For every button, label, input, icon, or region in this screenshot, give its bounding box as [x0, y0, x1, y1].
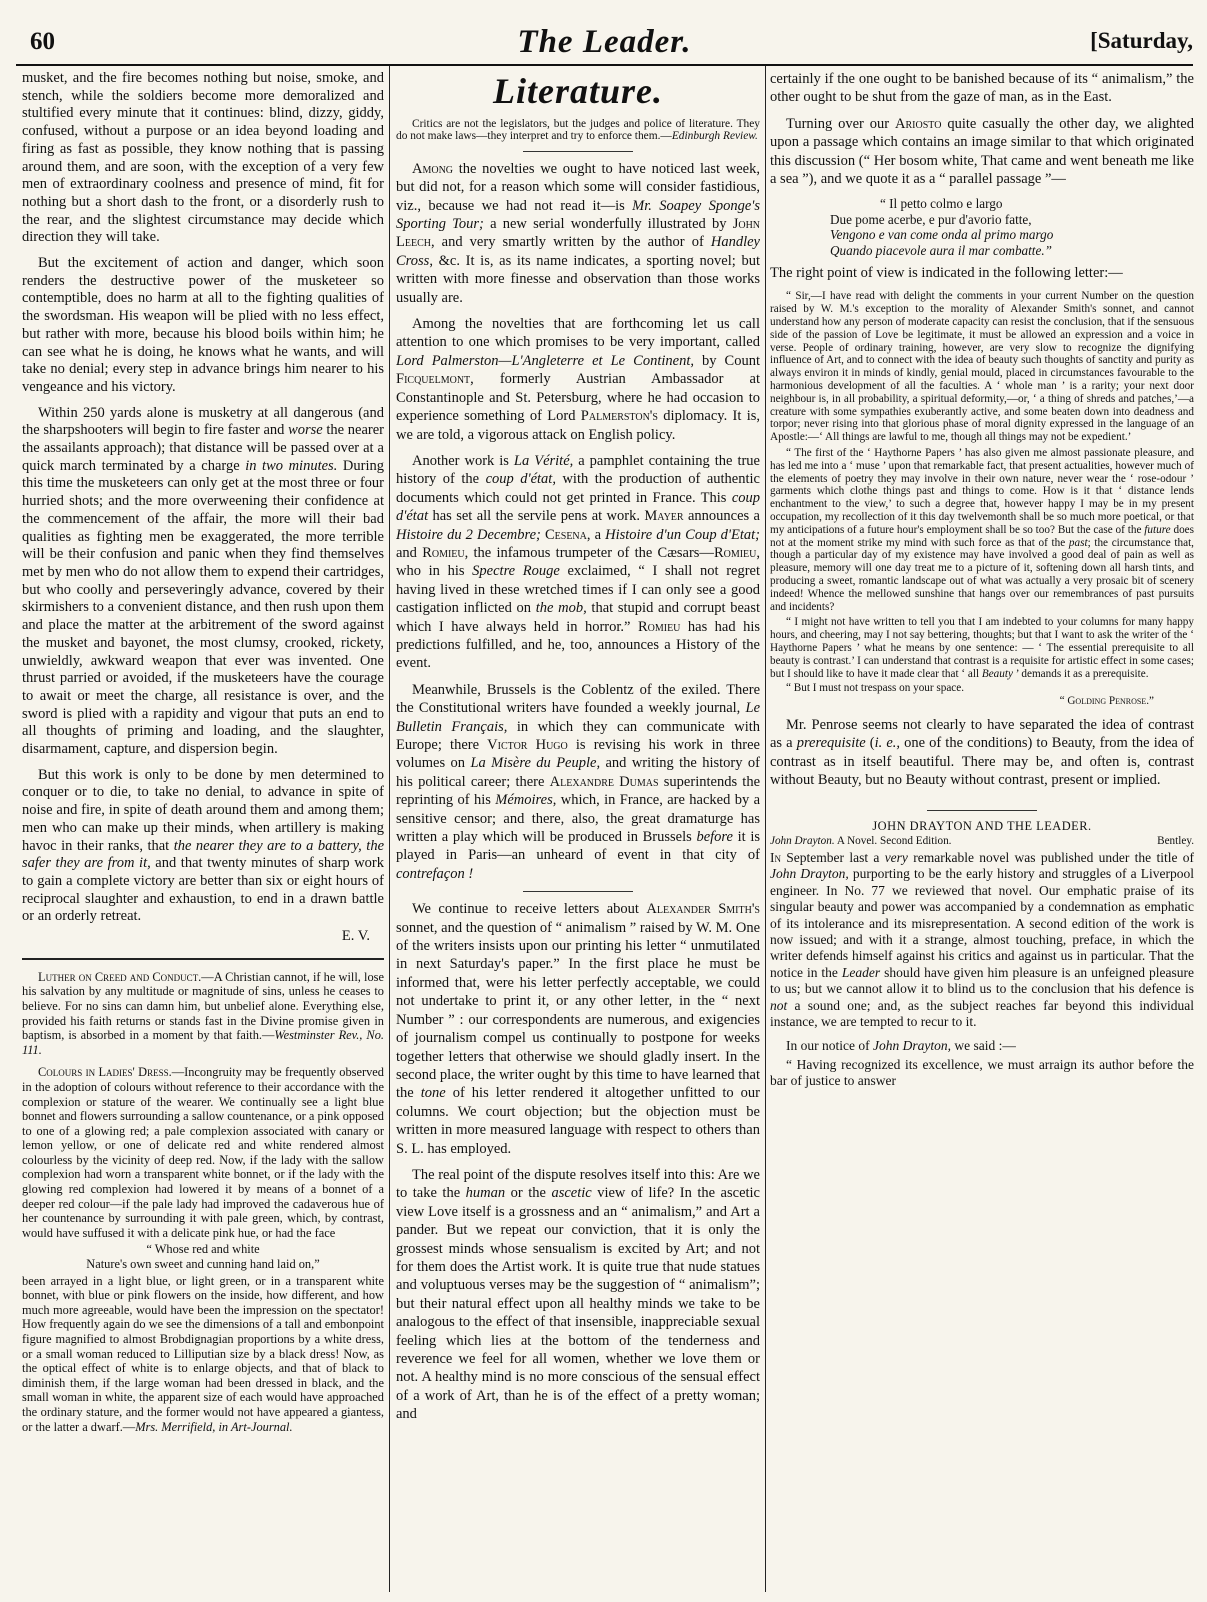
book-citation: John Drayton. A Novel. Second Edition. Bentley. [770, 835, 1194, 848]
verse-line: Quando piacevole aura il mar combatte.” [830, 242, 1052, 258]
page-number: 60 [30, 28, 55, 55]
paragraph: Mr. Penrose seems not clearly to have separated the idea of contrast as a prerequisite (i. e., one of the conditions) to Beauty, from the idea of contrast as in itself beautiful. There may be, and often is, contrast without Beauty, but no Beauty without contrast, present or implied. [770, 716, 1194, 789]
letter-paragraph: “ The first of the ‘ Haythorne Papers ’ has also given me almost passionate pleasure, and has led me into a ‘ muse ’ upon that remarkable fact, that present actualities, however much of the elements of poetry they may involve in their own nature, never wear the ‘ rose-odour ’ garments which clothe things past and things to come. How is it that ‘ distance lends enchantment to the view,’ to such a degree that, however happy I may be in my present occupation, my recollection of it this day twelvemonth shall be so much more poetical, or that my anticipations of a future hour's employment shall be so too? But the case of the future does not at the moment strike my mind with such force as that of the past; the circumstance that, though a particular day of my existence may have involved a good deal of pain as well as pleasure, memory will one day treat me to a picture of it, softening down all harsh tints, and producing a sweet, romantic landscape out of what was actually a very prosaic bit of scenery indeed! Whence the mellowed sunshine that hangs over our remembrances of past pursuits and incidents? [770, 447, 1194, 613]
letter-paragraph: “ Sir,—I have read with delight the comments in your current Number on the question raised by W. M.'s exception to the morality of Alexander Smith's sonnet, and cannot understand how any person of moderate capacity can resist the conclusion, that if the sensuous side of the passion of Love be legitimate, it must be allowed an expression and a voice in verse. People of ordinary training, however, are very slow to recognize the dignifying influence of Art, and to connect with the idea of beauty such thoughts of sanctity and purity as always environ it in minds of kindly, genial mould, placed in circumstances favourable to the harmonious development of all the faculties. A ‘ whole man ’ is a rarity; your next door neighbour is, in all probability, a spiritual deformity,—or, ‘ a thing of shreds and patches,’—a creature with some sympathies exuberantly active, and some beaten down into deadness and torpor; never rising into that glorious phase of moral dignity expressed in the language of an Apostle:—‘ All things are lawful to me, though all things may not be expedient.’ [770, 290, 1194, 444]
verse-line: Vengono e van come onda al primo margo [830, 227, 1054, 243]
paragraph: Luther on Creed and Conduct.—A Christian cannot, if he will, lose his salvation by any multitude or magnitude of sins, unless he ceases to believe. For no sins can damn him, but unbelief alone. Everything else, provided his faith returns or stands fast in the Divine promise given in baptism, is absorbed in a moment by that faith.—Westminster Rev., No. 111. [22, 969, 384, 1057]
paragraph: “ Having recognized its excellence, we must arraign its author before the bar of justice to answer [770, 1056, 1194, 1089]
verse-line: “ Whose red and white [146, 1242, 260, 1257]
letter-paragraph: “ I might not have written to tell you that I am indebted to your columns for many happy hours, and cheering, may I not say bettering, thoughts; but that I want to ask the writer of the ‘ Haythorne Papers ’ what he means by one sentence: — ‘ The essential prerequisite to all beauty is contrast.’ I can understand that contrast is a requisite for artistic effect in some cases; but I should like to have it made clear that ‘ all Beauty ’ demands it as a prerequisite. [770, 616, 1194, 680]
author-signature: E. V. [341, 928, 370, 945]
paragraph: musket, and the fire becomes nothing but noise, smoke, and stench, while the soldiers become more demoralized and stultified every minute that it continues: blind, dizzy, giddy, confused, without a purpose or an idea beyond loading and firing as fast as possible, they know nothing that is passing around them, and are soon, with the exception of a very few men of extraordinary coolness and presence of mind, fit for nothing but a short dash to the front, or a disorderly rush to the rear, and the slightest circumstance may decide which direction they will take. [22, 70, 384, 246]
divider [523, 891, 633, 892]
page-header [16, 24, 1193, 66]
paragraph: We continue to receive letters about Alexander Smith's sonnet, and the question of “ animalism ” raised by W. M. One of the writers insists upon our printing his letter “ unmutilated in next Saturday's paper.” In the first place he must be informed that, were his letter perfectly acceptable, we could not undertake to print it, or any other letter, in the “ next Number ” : our correspondents are numerous, and exigencies of journalism compel us continually to postpone for weeks together letters that otherwise we should gladly insert. In the second place, the writer ought by this time to have learned that the tone of his letter rendered it altogether unfitted to our columns. We court objection; but the objection must be written in more measured language with respect to others than S. L. has employed. [396, 901, 760, 1157]
paragraph: The right point of view is indicated in the following letter:— [770, 265, 1123, 282]
paragraph: Colours in Ladies' Dress.—Incongruity may be frequently observed in the adoption of colours without reference to their accordance with the complexion or stature of the wearer. We continually see a light blue bonnet and flowers surrounding a sallow countenance, or a pink opposed to one of a glowing red; a pale complexion associated with canary or lemon yellow, or one of delicate red and white rendered almost colourless by the vicinity of deep red. Now, if the lady with the sallow complexion had worn a transparent white bonnet, or if the lady with the glowing red complexion had lowered it by means of a bonnet of a deeper red colour—if the pale lady had improved the cadaverous hue of her countenance by surrounding it with pale green, which, by contrast, would have suffused it with a delicate pink hue, or had the face [22, 1065, 384, 1240]
verse-line: Due pome acerbe, e pur d'avorio fatte, [830, 211, 1032, 227]
paragraph: certainly if the one ought to be banished because of its “ animalism,” the other ought to be shut from the gaze of man, as in the East. [770, 71, 1194, 106]
paragraph: In September last a very remarkable novel was published under the title of John Drayton, purporting to be the early history and struggles of a Liverpool engineer. In No. 77 we reviewed that novel. Our emphatic praise of its singular beauty and power was accompanied by a condemnation as emphatic of its intolerance and its misrepresentation. A second edition of the work is now issued; and with it a strange, almost touching, preface, in which the writer defends himself against his critics and against us in particular. That the notice in the Leader should have given him pleasure is an unfeigned pleasure to us; but we cannot allow it to blind us to the conclusion that his defence is not a sound one; and, as the subject reaches far beyond this individual instance, we are tempted to recur to it. [770, 849, 1194, 1030]
column-right [770, 70, 1194, 1592]
column-rule [765, 66, 766, 1592]
paragraph: The real point of the dispute resolves itself into this: Are we to take the human or the ascetic view of life? In the ascetic view Love itself is a grossness and an “ animalism,” and Art a pander. But we repeat our conviction, that it is only the grossest minds whose sensualism is excited by Art; and not for them does the Artist work. It is quite true that nude statues and voluptuous verses may be the suggestion of “ animalism”; but their natural effect upon all healthy minds we take to be analogous to the effect of that insensible, inappreciable sexual feeling which lies at the bottom of the tenderness and reverence we feel for all women, whether we love them or not. A healthy mind is no more conscious of the sensual effect of a work of Art, than he is of the effect of a pretty woman; and [396, 1166, 760, 1423]
paragraph: Turning over our Ariosto quite casually the other day, we alighted upon a passage which contains an image similar to that which originated this discussion (“ Her bosom white, That came and went beneath me like a sea ”), and we quote it as a “ parallel passage ”— [770, 115, 1194, 188]
paragraph: In our notice of John Drayton, we said :— [786, 1038, 1016, 1054]
verse-line: “ Il petto colmo e largo [880, 196, 1003, 212]
epigraph: Critics are not the legislators, but the judges and police of literature. They do not make laws—they interpret and try to enforce them.—Edinburgh Review. [396, 118, 760, 143]
column-left [22, 70, 384, 1592]
paragraph: Among the novelties we ought to have noticed last week, but did not, for a reason which some will consider fastidious, viz., because we had not read it—is Mr. Soapey Sponge's Sporting Tour; a new serial wonderfully illustrated by John Leech, and very smartly written by the author of Handley Cross, &c. It is, as its name indicates, a sporting novel; but written with more finesse and observation than those works usually are. [396, 160, 760, 306]
paragraph: Meanwhile, Brussels is the Coblentz of the exiled. There the Constitutional writers have founded a weekly journal, Le Bulletin Français, in which they can communicate with Europe; there Victor Hugo is revising his work in three volumes on La Misère du Peuple, and writing the history of his political career; there Alexandre Dumas superintends the reprinting of his Mémoires, which, in France, are hacked by a sensitive censor; and there, also, the great dramaturge has written a play which will be produced in Brussels before it is played in Paris—an unheard of event in that city of contrefaçon ! [396, 681, 760, 882]
masthead-title: The Leader. [517, 24, 692, 60]
paragraph: Within 250 yards alone is musketry at all dangerous (and the sharpshooters will begin to fire faster and worse the nearer the assailants approach); that distance will be passed over at a quick march terminated by a charge in two minutes. During this time the musketeers can only get at the most three or four hurried shots; and the more overweening their confidence at the commencement of the affair, the more will their bad qualities as fighting men be exaggerated, the more terrible will be their confusion and panic when they find themselves met by men who do not allow them to expend their cartridges, but who coolly and perseveringly advance, covered by their skirmishers to a convenient distance, and then rush upon them and place the matter at the arbitrement of the sword against the musket and bayonet, the most clumsy, crooked, rickety, unwieldly, awkward weapon that ever was invented. One thrust parried or avoided, if the musketeers have the courage to await or meet the charge, all resistance is over, and the sword is plied with a rapidity and vigour that puts an end to all thoughts of priming and loading, and the slaughter, disarmament, capture, and dispersion begin. [22, 404, 384, 758]
divider [22, 958, 384, 960]
letter-signature: “ Golding Penrose.” [1059, 695, 1154, 708]
divider [523, 151, 633, 152]
verse-line: Nature's own sweet and cunning hand laid on,” [86, 1257, 320, 1272]
article-heading: JOHN DRAYTON AND THE LEADER. [872, 818, 1092, 833]
divider [927, 810, 1037, 811]
paragraph: Among the novelties that are forthcoming let us call attention to one which promises to be very important, called Lord Palmerston—L'Angleterre et Le Continent, by Count Ficquelmont, formerly Austrian Ambassador at Constantinople and St. Petersburg, where he had occasion to experience something of Lord Palmerston's diplomacy. It is, we are told, a vigorous attack on English policy. [396, 316, 760, 443]
column-rule [389, 66, 390, 1592]
section-title: Literature. [493, 71, 663, 111]
column-middle [396, 70, 760, 1592]
header-day: [Saturday, [1090, 28, 1193, 53]
paragraph: Another work is La Vérité, a pamphlet containing the true history of the coup d'état, with the production of authentic documents which could not get printed in France. This coup d'état has set all the servile pens at work. Mayer announces a Histoire du 2 Decembre; Cesena, a Histoire d'un Coup d'Etat; and Romieu, the infamous trumpeter of the Cæsars—Romieu, who in his Spectre Rouge exclaimed, “ I shall not regret having lived in these wretched times if I can only see a good castigation inflicted on the mob, that stupid and corrupt beast which I have always held in horror.” Romieu has had his predictions fulfilled, and he, too, announces a History of the event. [396, 452, 760, 672]
letter-paragraph: “ But I must not trespass on your space. [786, 682, 965, 695]
paragraph: But the excitement of action and danger, which soon renders the destructive power of the musketeer so contemptible, does no harm at all to the fighting qualities of the swordsman. His weapon will be plied with no less effect, but rather with more, because his blood boils within him; he can see what he is doing, he knows what he wants, and will take no denial; every step in advance brings him nearer to his vengeance and his victory. [22, 255, 384, 395]
paragraph: been arrayed in a light blue, or light green, or in a transparent white bonnet, with blue or pink flowers on the inside, how different, and how much more agreeable, would have been the impression on the spectator! How frequently again do we see the dimensions of a tall and embonpoint figure magnified to almost Brobdignagian proportions by a white dress, or a small woman reduced to Lilliputian size by a black dress! Now, as the optical effect of white is to enlarge objects, and that of black to diminish them, if the large woman had been dressed in black, and the small woman in white, the apparent size of each would have approached the ordinary stature, and the former would not have appeared a giantess, or the latter a dwarf.—Mrs. Merrifield, in Art-Journal. [22, 1273, 384, 1434]
paragraph: But this work is only to be done by men determined to conquer or to die, to take no denial, to advance in spite of noise and fire, in spite of death around them and among them; men who can make up their minds, when artillery is making havoc in their ranks, that the nearer they are to a battery, the safer they are from it, and that twenty minutes of sharp work to gain a complete victory are better than six or eight hours of reciprocal slaughter and exhaustion, to end in a drawn battle or an orderly retreat. [22, 766, 384, 925]
